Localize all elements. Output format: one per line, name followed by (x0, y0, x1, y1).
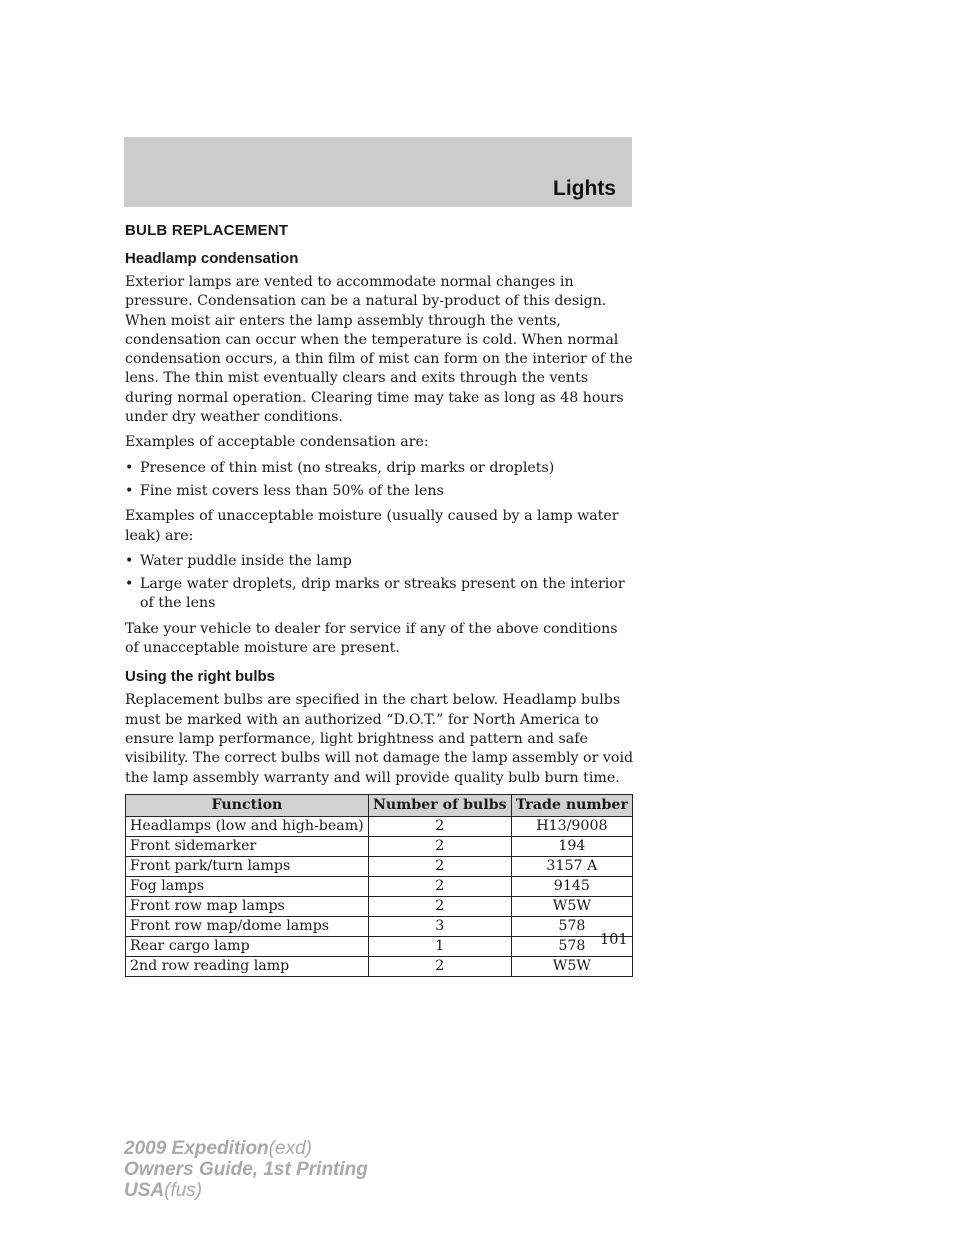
footer-line-3 (124, 1180, 368, 1201)
list-item-text: Water puddle inside the lamp (140, 552, 352, 569)
footer-model: 2009 Expedition (124, 1138, 269, 1159)
bullet-glyph: • (125, 482, 134, 499)
page-content (125, 222, 635, 977)
cell-function: 2nd row reading lamp (126, 956, 369, 976)
footer-market-code: (fus) (164, 1180, 203, 1201)
cell-count: 2 (368, 876, 511, 896)
bulb-spec-table (125, 794, 633, 977)
list-item (125, 459, 635, 478)
cell-trade-number: 578 (511, 916, 632, 936)
subheading-condensation: Headlamp condensation (125, 250, 299, 267)
bullet-glyph: • (125, 576, 134, 593)
cell-trade-number: W5W (511, 896, 632, 916)
cell-function: Rear cargo lamp (126, 936, 369, 956)
cell-trade-number: 9145 (511, 876, 632, 896)
table-row (126, 896, 633, 916)
footer-model-code: (exd) (268, 1138, 312, 1159)
list-item (125, 575, 635, 614)
cell-function: Front sidemarker (126, 836, 369, 856)
subheading-bulbs: Using the right bulbs (125, 668, 275, 686)
unacceptable-list (125, 552, 635, 614)
cell-trade-number: W5W (511, 956, 632, 976)
table-row (126, 936, 633, 956)
paragraph-unacceptable-intro: Examples of unacceptable moisture (usually caused by a lamp water leak) are: (125, 508, 619, 544)
table-row (126, 836, 633, 856)
document-footer (124, 1138, 368, 1201)
cell-trade-number: 578 (511, 936, 632, 956)
cell-count: 2 (368, 956, 511, 976)
list-item-text: Large water droplets, drip marks or streaks present on the interior of the lens (140, 576, 625, 612)
paragraph-condensation-intro: Exterior lamps are vented to accommodate normal changes in pressure. Condensation can be a natural by-product of this design. When moist air enters the lamp assembly through the vents, condensation can occur when the temperature is cold. When normal condensation occurs, a thin film of mist can form on the interior of the lens. The thin mist eventually clears and exits through the vents during normal operation. Clearing time may take as long as 48 hours under dry weather conditions. (125, 274, 633, 426)
cell-count: 3 (368, 916, 511, 936)
list-item (125, 482, 635, 501)
section-title: Lights (553, 177, 616, 200)
table-row (126, 816, 633, 836)
bullet-glyph: • (125, 459, 134, 476)
acceptable-list (125, 459, 635, 502)
cell-function: Front row map/dome lamps (126, 916, 369, 936)
table-row (126, 876, 633, 896)
cell-count: 2 (368, 856, 511, 876)
cell-function: Headlamps (low and high-beam) (126, 816, 369, 836)
footer-line-1 (124, 1138, 368, 1159)
paragraph-advice: Take your vehicle to dealer for service if any of the above conditions of unacceptable moisture are present. (125, 620, 618, 657)
cell-count: 2 (368, 836, 511, 856)
column-header-number-of-bulbs: Number of bulbs (368, 794, 511, 816)
page-number: 101 (600, 932, 628, 948)
list-item-text: Fine mist covers less than 50% of the lens (140, 482, 444, 499)
cell-function: Fog lamps (126, 876, 369, 896)
footer-guide: Owners Guide, 1st Printing (124, 1159, 368, 1180)
column-header-function: Function (126, 794, 369, 816)
column-header-trade-number: Trade number (511, 794, 632, 816)
cell-function: Front park/turn lamps (126, 856, 369, 876)
paragraph-bulbs-intro: Replacement bulbs are specified in the chart below. Headlamp bulbs must be marked with an authorized “D.O.T.” for North America to ensure lamp performance, light brightness and pattern and safe visibility. The correct bulbs will not damage the lamp assembly or void the lamp assembly warranty and will provide quality bulb burn time. (125, 692, 634, 786)
list-item (125, 552, 635, 571)
table-row (126, 956, 633, 976)
list-item-text: Presence of thin mist (no streaks, drip marks or droplets) (140, 459, 555, 476)
bullet-glyph: • (125, 552, 134, 569)
footer-line-2 (124, 1159, 368, 1180)
cell-count: 1 (368, 936, 511, 956)
cell-trade-number: 3157 A (511, 856, 632, 876)
section-header-band (124, 137, 632, 207)
paragraph-acceptable-intro: Examples of acceptable condensation are: (125, 434, 429, 451)
page-heading: BULB REPLACEMENT (125, 222, 289, 239)
cell-trade-number: 194 (511, 836, 632, 856)
cell-trade-number: H13/9008 (511, 816, 632, 836)
table-header-row (126, 794, 633, 816)
cell-count: 2 (368, 896, 511, 916)
cell-function: Front row map lamps (126, 896, 369, 916)
footer-market: USA (124, 1180, 165, 1201)
table-row (126, 856, 633, 876)
table-row (126, 916, 633, 936)
cell-count: 2 (368, 816, 511, 836)
